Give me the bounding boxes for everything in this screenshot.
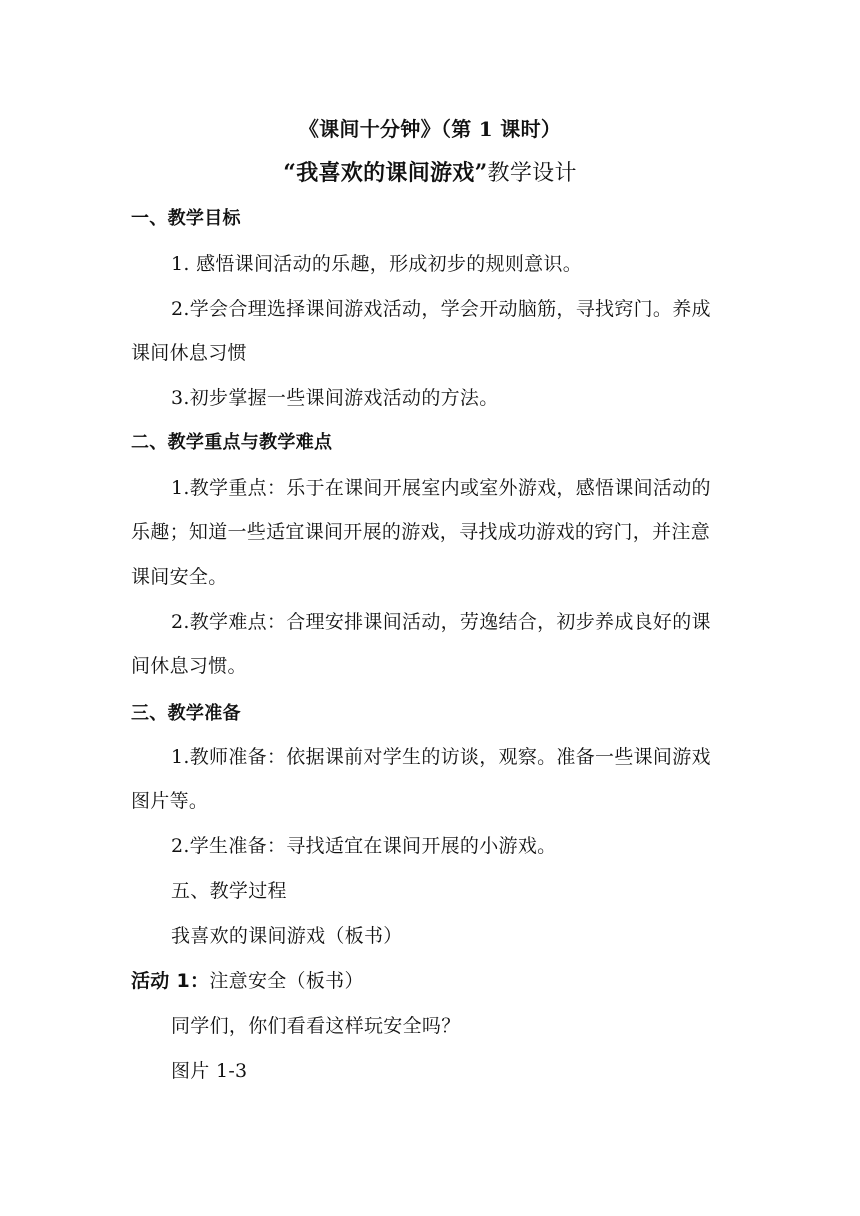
document-subtitle xyxy=(0,158,860,189)
prep-item-1-line2: 图片等。 xyxy=(131,790,209,812)
subtitle-rest: 教学设计 xyxy=(487,161,577,186)
goal-item-2-line1: 2.学会合理选择课间游戏活动，学会开动脑筋，寻找窍门。养成 xyxy=(171,298,711,320)
activity-1-label: 活动 1： xyxy=(131,970,210,992)
prep-item-1-line1: 1.教师准备：依据课前对学生的访谈，观察。准备一些课间游戏 xyxy=(171,746,711,768)
goal-item-1: 1. 感悟课间活动的乐趣，形成初步的规则意识。 xyxy=(171,253,583,275)
goal-item-2-line2: 课间休息习惯 xyxy=(131,342,247,364)
key-point-1-line2: 乐趣；知道一些适宜课间开展的游戏，寻找成功游戏的窍门，并注意 xyxy=(131,521,711,543)
goal-item-3: 3.初步掌握一些课间游戏活动的方法。 xyxy=(171,387,499,409)
subtitle-quoted-part: “我喜欢的课间游戏” xyxy=(283,160,488,186)
section-heading-preparation: 三、教学准备 xyxy=(131,703,241,724)
picture-reference: 图片 1-3 xyxy=(171,1060,248,1082)
prep-item-2: 2.学生准备：寻找适宜在课间开展的小游戏。 xyxy=(171,835,557,857)
section-heading-key-points: 二、教学重点与教学难点 xyxy=(131,432,333,453)
key-point-2-line1: 2.教学难点：合理安排课间活动，劳逸结合，初步养成良好的课 xyxy=(171,611,711,633)
activity-1-text: 注意安全（板书） xyxy=(209,970,364,992)
section-heading-process: 五、教学过程 xyxy=(171,880,287,902)
key-point-2-line2: 间休息习惯。 xyxy=(131,655,247,677)
document-title: 《课间十分钟》（第 1 课时） xyxy=(298,117,562,141)
key-point-1-line3: 课间安全。 xyxy=(131,566,228,588)
activity-1 xyxy=(131,968,364,994)
question-text: 同学们，你们看看这样玩安全吗？ xyxy=(171,1015,461,1037)
key-point-1-line1: 1.教学重点：乐于在课间开展室内或室外游戏，感悟课间活动的 xyxy=(171,477,711,499)
board-title: 我喜欢的课间游戏（板书） xyxy=(171,925,403,947)
section-heading-goals: 一、教学目标 xyxy=(131,208,241,229)
